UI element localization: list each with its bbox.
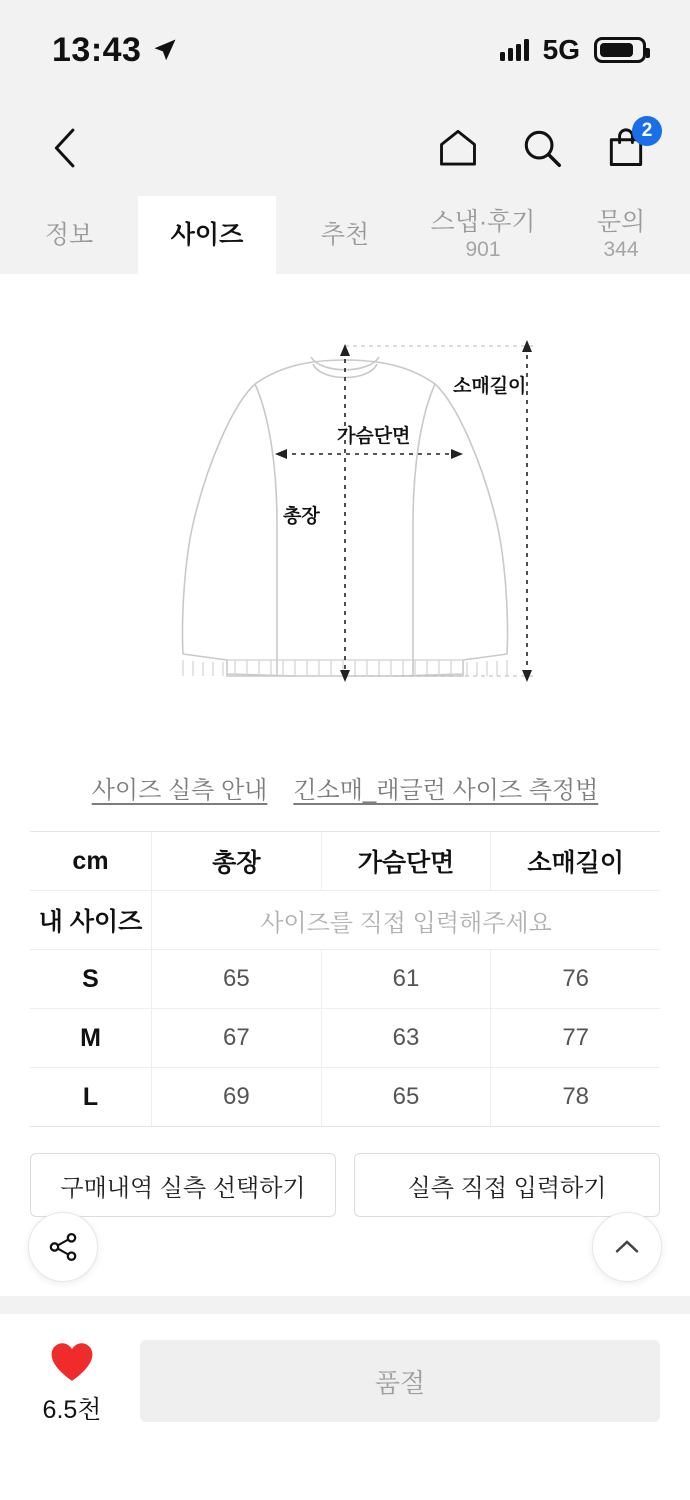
tab-label: 사이즈 [170,220,244,249]
tab-label: 정보 [44,220,94,249]
network-label: 5G [542,34,580,65]
cart-badge: 2 [632,116,662,146]
tab-snap-review[interactable] [414,196,552,274]
cell-sleeve-length: 77 [562,1024,590,1051]
heart-icon [48,1340,96,1384]
nav-right-group [432,122,652,174]
signal-bars-icon [500,39,529,61]
cell-sleeve-length: 78 [562,1083,590,1110]
tab-count: 344 [603,238,639,262]
size-guide-links [0,754,690,831]
my-size-label: 내 사이즈 [30,891,152,949]
search-button[interactable] [516,122,568,174]
cell-sleeve-length: 76 [562,965,590,992]
share-icon [46,1230,80,1264]
row-size-label: S [30,950,152,1008]
share-button[interactable] [28,1212,98,1282]
tab-info[interactable] [0,196,138,274]
manual-measure-input-button[interactable]: 실측 직접 입력하기 [354,1153,660,1217]
label-total-length: 총장 [283,506,320,527]
header-chest-width: 가슴단면 [322,832,492,890]
tab-label: 문의 [596,207,646,236]
cell-chest-width: 63 [322,1009,492,1067]
home-icon [435,125,481,171]
cell-total-length: 69 [152,1068,322,1126]
table-row [30,950,660,1009]
like-button[interactable] [30,1340,114,1426]
my-size-row[interactable] [30,891,660,950]
tab-recommend[interactable] [276,196,414,274]
home-button[interactable] [432,122,484,174]
tab-count: 901 [465,238,501,262]
tab-bar [0,196,690,274]
search-icon [519,125,565,171]
label-chest-width: 가슴단면 [337,426,411,447]
link-raglan-measure-method[interactable]: 긴소매_래글런 사이즈 측정법 [293,777,599,804]
tab-size[interactable] [138,196,276,274]
raglan-sweater-diagram [135,324,555,724]
header-unit: cm [30,832,152,890]
tab-label: 추천 [320,220,370,249]
measure-actions [0,1127,690,1217]
cell-chest-width: 61 [322,950,492,1008]
status-bar [0,0,690,100]
status-time-group [52,31,179,70]
status-indicators [500,34,646,66]
chevron-up-icon [610,1230,644,1264]
battery-icon [594,37,646,63]
chevron-left-icon [49,126,83,170]
back-button[interactable] [40,122,92,174]
header-sleeve-length: 소매길이 [527,849,624,877]
cell-total-length: 65 [152,950,322,1008]
my-size-input[interactable]: 사이즈를 직접 입력해주세요 [260,909,552,937]
cell-chest-width: 65 [322,1068,492,1126]
select-from-purchase-button[interactable]: 구매내역 실측 선택하기 [30,1153,336,1217]
table-row [30,1068,660,1126]
tab-inquiry[interactable] [552,196,690,274]
row-size-label: M [30,1009,152,1067]
nav-left-group [40,122,92,174]
tab-label: 스냅·후기 [430,207,536,236]
size-diagram [0,274,690,754]
header-total-length: 총장 [152,832,322,890]
cart-button[interactable] [600,122,652,174]
like-count: 6.5천 [42,1396,102,1424]
location-arrow-icon [151,36,179,64]
row-size-label: L [30,1068,152,1126]
table-header-row [30,832,660,891]
buy-button: 품절 [140,1340,660,1422]
cell-total-length: 67 [152,1009,322,1067]
scroll-to-top-button[interactable] [592,1212,662,1282]
navigation-bar [0,100,690,196]
table-row [30,1009,660,1068]
size-table [30,831,660,1127]
bottom-divider [0,1296,690,1314]
link-size-measure-guide[interactable]: 사이즈 실측 안내 [91,777,268,804]
status-time: 13:43 [52,30,142,69]
bottom-action-bar [0,1314,690,1500]
label-sleeve-length: 소매길이 [453,376,527,397]
